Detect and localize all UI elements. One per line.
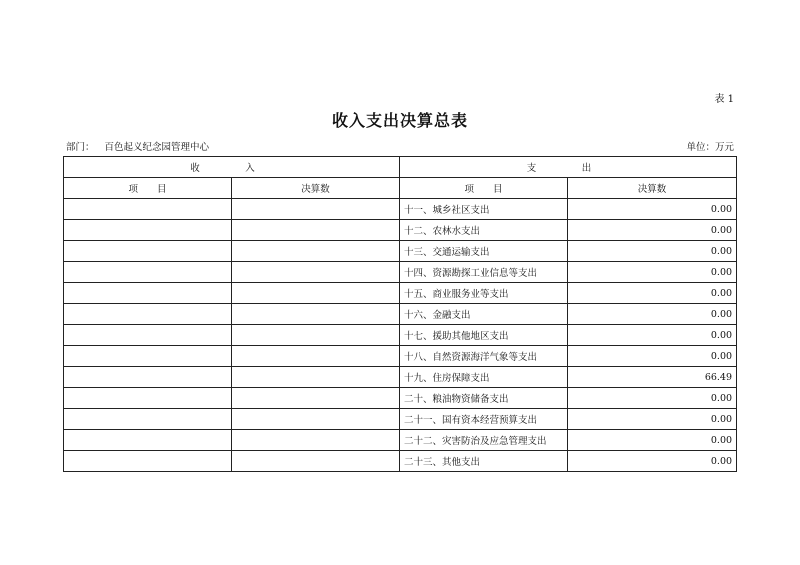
expense-amount-cell: 0.00 [568,325,737,346]
income-amount-cell [232,409,400,430]
income-amount-cell [232,220,400,241]
expense-amount-cell: 0.00 [568,451,737,472]
income-item-cell [64,409,232,430]
column-header-row [64,178,737,199]
income-amount-cell [232,304,400,325]
income-item-cell [64,199,232,220]
expense-item-cell: 二十二、灾害防治及应急管理支出 [400,430,568,451]
expense-item-cell: 十九、住房保障支出 [400,367,568,388]
income-item-cell [64,430,232,451]
income-item-cell [64,346,232,367]
table-row [64,262,737,283]
expense-item-cell: 十五、商业服务业等支出 [400,283,568,304]
unit-label: 单位：万元 [686,142,734,153]
expense-item-cell: 十一、城乡社区支出 [400,199,568,220]
expense-item-cell: 二十一、国有资本经营预算支出 [400,409,568,430]
expense-header: 支 出 [400,157,737,178]
expense-item-cell: 二十三、其他支出 [400,451,568,472]
table-row [64,325,737,346]
expense-amount-cell: 0.00 [568,241,737,262]
income-amount-cell [232,283,400,304]
income-item-cell [64,220,232,241]
department-name: 百色起义纪念园管理中心 [104,142,210,153]
expense-amount-cell: 0.00 [568,262,737,283]
income-amount-cell [232,367,400,388]
income-amount-cell [232,346,400,367]
income-amount-cell [232,262,400,283]
table-row [64,430,737,451]
expense-item-header: 项 目 [400,178,568,199]
expense-item-cell: 十二、农林水支出 [400,220,568,241]
income-item-cell [64,367,232,388]
income-amount-cell [232,325,400,346]
expense-amount-cell: 0.00 [568,304,737,325]
group-header-row [64,157,737,178]
income-item-cell [64,304,232,325]
expense-item-cell: 十四、资源勘探工业信息等支出 [400,262,568,283]
income-amount-cell [232,388,400,409]
expense-item-cell: 二十、粮油物资储备支出 [400,388,568,409]
expense-item-cell: 十八、自然资源海洋气象等支出 [400,346,568,367]
table-row [64,304,737,325]
income-item-cell [64,283,232,304]
table-row [64,346,737,367]
expense-amount-cell: 0.00 [568,283,737,304]
table-row [64,220,737,241]
table-row [64,199,737,220]
expense-item-cell: 十六、金融支出 [400,304,568,325]
income-header: 收 入 [64,157,400,178]
income-item-cell [64,325,232,346]
expense-amount-cell: 0.00 [568,430,737,451]
expense-amount-cell: 66.49 [568,367,737,388]
page-title: 收入支出决算总表 [331,111,468,130]
income-amount-cell [232,199,400,220]
expense-amount-cell: 0.00 [568,346,737,367]
table-row [64,283,737,304]
income-amount-cell [232,241,400,262]
table-row [64,409,737,430]
income-item-header: 项 目 [64,178,232,199]
expense-amount-cell: 0.00 [568,220,737,241]
income-item-cell [64,262,232,283]
expense-amount-header: 决算数 [568,178,737,199]
expense-amount-cell: 0.00 [568,199,737,220]
income-item-cell [64,451,232,472]
department-label: 部门： [66,142,95,153]
income-item-cell [64,388,232,409]
summary-table [63,156,737,472]
expense-amount-cell: 0.00 [568,388,737,409]
expense-item-cell: 十七、援助其他地区支出 [400,325,568,346]
table-row [64,367,737,388]
table-row [64,241,737,262]
table-body [64,199,737,472]
table-row [64,451,737,472]
department-line [66,139,209,153]
table-row [64,388,737,409]
income-amount-cell [232,430,400,451]
expense-item-cell: 十三、交通运输支出 [400,241,568,262]
income-amount-cell [232,451,400,472]
income-item-cell [64,241,232,262]
income-amount-header: 决算数 [232,178,400,199]
table-number: 表 1 [714,94,734,105]
expense-amount-cell: 0.00 [568,409,737,430]
